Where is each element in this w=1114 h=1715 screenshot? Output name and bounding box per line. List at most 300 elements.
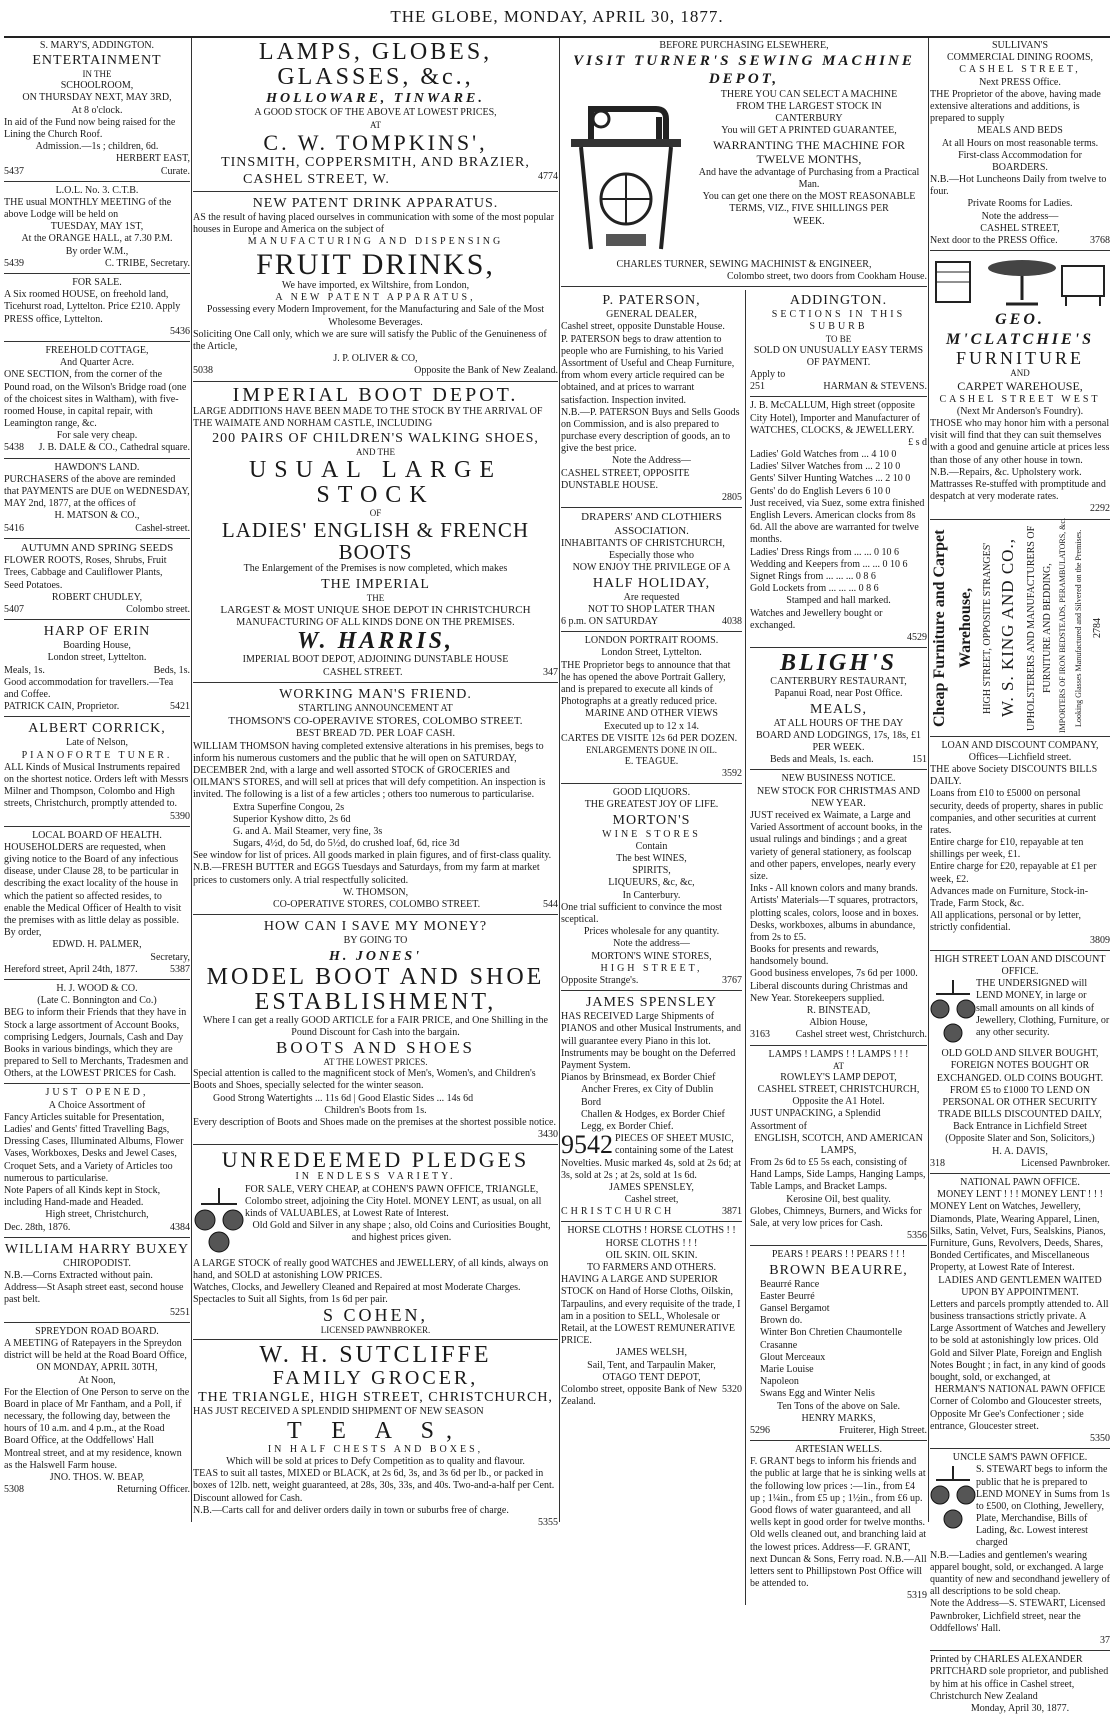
ad-subtitle: GENERAL DEALER, [606,309,697,321]
ad-role: LICENSED PAWNBROKER. [320,1325,431,1336]
ad-body: Just received, via Suez, some extra finished English Levers. American clocks from 8s 6d. All the above are warranted for twelve months. [750,497,925,546]
ad-line: Address—St Asaph street east, second house past belt. [4,1282,184,1306]
list-item: Legg, ex Border Chief. [581,1120,674,1132]
ad-line: ON THURSDAY NEXT, MAY 3RD, [22,92,172,104]
ad-freehold [4,345,190,455]
ad-number: 251 [750,381,765,393]
ad-body: Good accommodation for travellers.—Tea and Coffee. [4,676,174,700]
ad-working-man [193,686,558,911]
list-item: Brown do. [760,1315,803,1327]
ad-title: UNREDEEMED PLEDGES [221,1147,530,1173]
ad-line: BEST BREAD 7D. PER LOAF CASH. [295,728,455,740]
ad-line: Papanui Road, near Post Office. [774,688,903,700]
ad-line: Apply to [750,368,786,380]
ad-number: 5437 [4,165,24,177]
ad-line: And have the advantage of Purchasing from a Practical Man. [698,166,920,190]
column-rule [191,38,192,1522]
ad-cohen [193,1148,558,1336]
ad-title: P. PATERSON, [602,293,701,309]
ad-just-opened [4,1087,190,1233]
ad-line: NOW ENJOY THE PRIVILEGE OF A [572,562,731,574]
ad-heading: USUAL LARGE STOCK [248,456,503,509]
ad-subtitle: CHIROPODIST. [63,1257,131,1269]
ad-body: FLOWER ROOTS, Roses, Shrubs, Fruit Trees, Cabbage and Cauliflower Plants, [4,555,167,579]
ad-address: Colombo street. [126,603,190,615]
ad-number: 2292 [1090,503,1110,515]
ad-title: FOR SALE. [72,277,122,289]
list-item: Crasanne [760,1339,798,1351]
ad-body: A MEETING of Ratepayers in the Spreydon district will be held at the Road Board Office, [4,1337,187,1362]
ad-body: ALL Kinds of Musical Instruments repaired on the shortest notice. Orders left with Messrs Milner and Thompson, Colombo and High streets, Christchurch, promptly attended to. [4,761,189,810]
ad-line: MANUFACTURING OF ALL KINDS DONE ON THE PREMISES. [236,617,515,628]
ad-line: LADIES AND GENTLEMEN WAITED UPON BY APPOINTMENT. [938,1274,1102,1298]
ad-vertical-line: Looking Glasses Manufactured and Silvered on the Premises. [1074,528,1083,727]
ad-body: N.B.—Ladies and gentlemen's wearing apparel bought, sold, or exchanged. A large quantity of new and secondhand jewellery of all descriptions to be sold cheap. [930,1549,1110,1598]
ad-name: MORTON'S [612,812,691,828]
ad-number: 2784 [1092,617,1103,638]
ad-subtitle: HOLLOWARE, TINWARE. [266,91,485,107]
ad-body: N.B.—Repairs, &c. Upholstery work. Mattrasses Re-stuffed with promptitude and despatch at very moderate rates. [930,466,1106,503]
ad-line: TUESDAY, MAY 1ST, [50,221,144,233]
ad-number: 5319 [907,1590,927,1602]
ad-number: 5350 [1090,1432,1110,1444]
ad-for-sale [4,277,190,338]
ad-line: MANUFACTURING AND DISPENSING [247,236,504,248]
ad-line: Albion House, [809,1017,868,1029]
ad-subtitle: FURNITURE [955,348,1084,369]
ad-pears [750,1249,927,1437]
list-item: Winter Bon Chretien Chaumontelle [760,1327,903,1339]
ad-signature: CHARLES TURNER, SEWING MACHINIST & ENGINEER, [616,258,872,270]
ad-line: Next PRESS Office. [979,76,1061,88]
ad-sutcliffe [193,1343,558,1529]
list-item: Children's Boots from 1s. [324,1104,427,1116]
ad-line: N.B.—Corns Extracted without pain. [4,1270,153,1281]
ad-line: WEEK. [793,215,825,227]
ad-line: The best WINES, [616,853,687,865]
ad-address: Cashel street west, Christchurch. [795,1029,927,1041]
ad-number: 5387 [170,963,190,975]
ad-body: In aid of the Fund now being raised for the Lining the Church Roof. [4,116,176,140]
ad-body: AS the result of having placed ourselves in communication with some of the most popular houses in Europe and America on the subject of [193,211,555,236]
ad-title: VISIT TURNER'S SEWING MACHINE DEPOT, [573,53,915,88]
ad-vertical-line: HIGH STREET, OPPOSITE STRANGES' [982,542,993,714]
ad-subtitle: A Choice Assortment of [48,1099,146,1111]
ad-line: CASHEL STREET. [323,666,403,678]
ad-body: For the Election of One Person to serve on the Board in place of Mr Fantham, and a Poll, if necessary, the following day, between the hours of 10 a.m. and 4 p.m., at the Road Board Office, at the Oddfellows' Hall Montreal street, and at my residence, known as the Halswell Farm house. [4,1386,190,1471]
ad-line: CANTERBURY [775,113,843,125]
ad-line: Entire charge for £20, repayable at £1 per week, £2. [930,861,1097,885]
ad-body: JUST UNPACKING, a Splendid Assortment of [750,1108,881,1132]
ad-title: LAMPS, GLOBES, GLASSES, &c., [258,39,493,91]
ad-body: HOUSEHOLDERS are requested, when giving notice to the Board of any infectious disease, under Clause 28, to be particular in describing the exact locality of the house in which the patient so affected resides, to enable the Medical Officer of Health to visit the premises with as little delay as possible. [4,841,182,927]
ad-line: One trial sufficient to convince the most sceptical. [561,901,722,926]
ad-body: WILLIAM THOMSON having completed extensive alterations in his premises, begs to inform his numerous customers and the public that he will open on SATURDAY, DECEMBER 2nd, with a large and well assorted STOCK of GROCERIES and OILMAN'S STORES, and will sell at prices that will defy competition. An inspection is invited. The following is a list of a few articles ; others too numerous to particularise. [193,740,546,801]
ad-seeds [4,542,190,616]
ad-drapers [561,511,742,628]
masthead: THE GLOBE, MONDAY, APRIL 30, 1877. [390,7,724,26]
ad-title: DRAPERS' AND CLOTHIERS ASSOCIATION. [581,511,722,537]
ad-line: FROM THE LARGEST STOCK IN [736,100,882,112]
ad-line: Secretary, [150,951,190,963]
ad-line: AND THE [355,446,396,457]
ad-line: Note the address— [981,210,1059,222]
ad-line: CARTES DE VISITE 12s 6d PER DOZEN. [561,732,738,744]
ad-st-marys [4,40,190,178]
ad-vertical-line: W. S. KING AND CO., [998,538,1017,718]
ad-line: You can get one there on the MOST REASONABLE [702,191,916,203]
ad-signature: J. P. OLIVER & CO, [333,353,418,365]
ad-title: ARTESIAN WELLS. [795,1444,882,1456]
ad-title: BLIGH'S [779,650,898,677]
ad-line: CARPET WAREHOUSE, [957,379,1083,394]
table-row: Ladies' Gold Watches from ... 4 10 0 [750,449,897,461]
ad-line: In Canterbury. [622,889,681,901]
ad-signature: EDWD. H. PALMER, [52,939,142,951]
ad-signature: HERBERT EAST, [115,153,190,165]
ad-title: NATIONAL PAWN OFFICE. [960,1177,1080,1189]
ad-body: Inks - All known colors and many brands. Artists' Materials—T squares, protractors, plotting scales, colors, loose and in boxes. Desks, workboxes, albums in abundance, from 2s to £5. [750,883,919,943]
ad-body: P. PATERSON begs to draw attention to people who are Furnishing, to his Varied Assortment of Useful and Cheap Furniture, from whom every article required can be obtained, and at prices to warrant satisfaction. Inspection invited. [561,333,735,406]
ad-line: Next door to the PRESS Office. [930,235,1058,246]
ad-line: ROWLEY'S LAMP DEPOT, [780,1071,897,1083]
ad-spreydon [4,1326,190,1497]
ad-line: At Noon, [78,1374,116,1386]
ad-line: Prices wholesale for any quantity. [583,926,720,938]
ad-corrick [4,720,190,822]
ad-line: FROM £5 to £1000 TO LEND ON PERSONAL OR OTHER SECURITY [942,1084,1098,1108]
ad-subtitle: NEW STOCK FOR CHRISTMAS AND NEW YEAR. [757,785,920,809]
ad-line: Possessing every Modern Improvement, for the Manufacturing and Sale of the Most Wholesome Beverages. [206,304,545,328]
column-rule [559,38,560,1522]
ad-line: London street, Lyttelton. [47,652,147,664]
ad-title: FREEHOLD COTTAGE, [45,344,149,356]
ad-line: MEALS, [810,701,867,717]
list-item: Napoleon [760,1376,799,1388]
ad-line: THE [366,592,385,603]
ad-line: (Opposite Slater and Son, Solicitors,) [945,1133,1095,1145]
ad-body: THE Proprietor begs to announce that that he has opened the above Portrait Gallery, and is prepared to execute all kinds of Photographs at a greatly reduced price. [561,659,731,708]
ad-vertical-line: Cheap Furniture and Carpet [931,528,948,727]
ad-title: LOCAL BOARD OF HEALTH. [32,829,162,841]
ad-line: Beds and Meals, 1s. each. [770,754,874,766]
ad-number: 151 [912,754,927,766]
ad-line: THOMSON'S CO-OPERAVIVE STORES, COLOMBO STREET. [228,715,523,728]
ad-signature: ROBERT CHUDLEY, [51,591,143,603]
table-row: Gents' do do English Levers 6 10 0 [750,485,891,497]
ad-subtitle: (Late C. Bonnington and Co.) [37,995,157,1007]
ad-line: CASHEL STREET WEST [939,393,1101,405]
ad-title: GEO. M'CLATCHIE'S [945,311,1095,348]
ad-line: CASHEL STREET, CHRISTCHURCH, [757,1083,920,1095]
ad-number: 4529 [907,631,927,643]
sewing-machine-icon [561,89,691,259]
ad-number: 5251 [170,1306,190,1318]
ad-line: BY GOING TO [343,935,408,947]
ad-spensley [561,994,742,1218]
ad-line: PIANOFORTE TUNER. [21,749,173,761]
ad-line: Private Rooms for Ladies. [967,198,1073,210]
ad-subtitle: CANTERBURY RESTAURANT, [770,676,907,688]
ad-artesian-wells [750,1444,927,1602]
ad-line: MEALS AND BEDS [977,125,1063,137]
ad-line: MONEY LENT ! ! ! MONEY LENT ! ! ! [937,1189,1103,1201]
ad-line: ON MONDAY, APRIL 30TH, [36,1362,158,1374]
ad-body: HAS RECEIVED Large Shipments of PIANOS and other Musical Instruments, and will guarantee every Piano in this lot. Instruments may be bought on the Deferred Payment System. [561,1011,741,1071]
ad-loan-discount [930,740,1110,947]
ad-number: 4774 [538,170,558,182]
ad-address: Cashel-street. [135,522,190,534]
ad-line: (Next Mr Anderson's Foundry). [956,405,1084,417]
ad-line: Books for presents and rewards, handsomely bound. [750,944,879,968]
ad-line: Where I can get a really GOOD ARTICLE for a FAIR PRICE, and One Shilling in the Pound Discount for Cash into the bargain. [203,1014,548,1039]
furniture-illustration-icon [932,254,1108,308]
table-row: Ladies' Silver Watches from ... 2 10 0 [750,461,901,473]
ad-line: Liberal discounts during Christmas and New Year. Storekeepers supplied. [750,980,908,1004]
ad-body: TEAS to suit all tastes, MIXED or BLACK, at 2s 6d, 3s, and 3s 6d per lb., or packed in boxes of 12lb. nett, weight guaranteed, at 28s, 30s, 33s, and 40s. Two-and-a-half per Cent. Discount allowed for Cash. [193,1468,555,1504]
ad-body: F. GRANT begs to inform his friends and the public at large that he is sinking wells at the following low prices :—1in., from £4 up ; 1¼in., from £5 up ; 1½in., from £6 up. Good flows of water guaranteed, and all wells kept in good order for twelve months. Old wells cleaned out, and branching laid at the lowest prices. Address—F. GRANT, next Duncan & Sons, Ferry road. N.B.—All letters sent to Phillipstown Post Office will be attended to. [750,1456,927,1590]
ad-line: Good business envelopes, 7s 6d per 1000. [750,968,918,980]
ad-line: SOLD ON UNUSUALLY EASY TERMS OF PAYMENT. [753,344,924,368]
ad-number: 5439 [4,257,24,269]
ad-line: Stamped and hall marked. [786,595,891,607]
ad-line: OIL SKIN. OIL SKIN. [605,1249,698,1261]
ad-high-street-loan [930,954,1110,1170]
ad-national-pawn [930,1177,1110,1445]
pawnbroker-balls-icon [930,1464,976,1534]
ad-line: TINSMITH, COPPERSMITH, AND BRAZIER, [221,154,530,170]
ad-line: The Enlargement of the Premises is now completed, which makes [243,563,508,575]
ad-line: SCHOOLROOM, [60,80,134,92]
column-3b [750,290,927,1604]
ad-number: 4038 [722,616,742,628]
ad-heading: BOOTS AND SHOES [276,1038,475,1058]
ad-line: NOT TO SHOP LATER THAN [587,603,716,615]
ad-signature: W. THOMSON, [342,886,409,898]
ad-signature: E. TEAGUE. [624,755,679,767]
list-item: Glout Merceaux [760,1351,826,1363]
ad-body: N.B.—P. PATERSON Buys and Sells Goods on Commission, and is also prepared to purchase every description of goods, an to give the best price. [561,406,740,455]
ad-body: SECTIONS IN THIS SUBURB [771,309,906,333]
ad-body: THE usual MONTHLY MEETING of the above Lodge will be held on [4,196,172,221]
ad-number: 3592 [722,768,742,780]
ad-line: WARRANTING THE MACHINE FOR [712,137,906,152]
ad-title: NEW BUSINESS NOTICE. [781,773,896,785]
ad-line: Contain [635,840,668,852]
ad-heading: ENTERTAINMENT [32,53,162,69]
table-row: Gents' Silver Hunting Watches ... 2 10 0 [750,473,911,485]
ad-number: 5320 [722,1383,742,1395]
ad-signature: R. BINSTEAD, [806,1005,871,1017]
ad-date: Hereford street, April 24th, 1877. [4,963,138,975]
ad-name: H. JONES' [328,948,423,964]
column-1 [4,38,190,1522]
ad-binstead [750,773,927,1041]
ad-heading: T E A S, [287,1417,464,1444]
table-row: Gold Lockets from ... ... ... 0 8 6 [750,583,879,595]
ad-line: Note the Address—S. STEWART, Licensed Pawnbroker, Lichfield street, near the Oddfellows' Hall. [930,1598,1106,1634]
ad-king [930,517,1110,733]
ad-number: 347 [543,666,558,678]
ad-line: AT [370,119,381,130]
ad-line: TERMS, VIZ., FIVE SHILLINGS PER [729,203,889,215]
ad-title: WILLIAM HARRY BUXEY [4,1241,190,1257]
ad-body: HAVING A LARGE AND SUPERIOR STOCK on Hand of Horse Cloths, Oilskin, Tarpaulins, and every requisite of the trade, I am in a position to SELL, Wholesale or Retail, at the LOWEST REMUNERATIVE PRICE. [561,1274,741,1347]
ad-line: ENLARGEMENTS DONE IN OIL. [586,744,717,755]
ad-line: OLD GOLD AND SILVER BOUGHT, FOREIGN NOTES BOUGHT OR EXCHANGED. OLD COINS BOUGHT. [936,1048,1104,1084]
ad-number: 3809 [1090,934,1110,946]
ad-body: Fancy Articles suitable for Presentation, Ladies' and Gents' fitted Travelling Bags, Dressing Cases, Illuminated Albums, Flower Vases, Workboxes, Desks and Jewel Cases, Croquet Sets, and a Variety of Articles too numerous to particularise. [4,1111,184,1184]
ad-signature: JAMES WELSH, [616,1347,687,1359]
ad-number: 5407 [4,603,24,615]
ad-title: H. J. WOOD & CO. [56,982,138,994]
ad-line: Are requested [623,591,680,603]
ad-line: Every description of Boots and Shoes made on the premises at the shortest possible notice. [193,1116,556,1128]
ad-name: W. HARRIS, [297,628,454,655]
column-rule [928,38,929,1522]
ad-signature: HARMAN & STEVENS. [823,381,927,393]
ad-number: 3767 [722,974,742,986]
ad-heading: MODEL BOOT AND SHOE ESTABLISHMENT, [206,963,545,1015]
ad-turner [561,40,927,283]
ad-body: Letters and parcels promptly attended to. All business transactions strictly private. A Large Assortment of Watches and Jewellery to be sold at astonishingly low prices. Old Gold and Silver Plate, Foreign and English Notes Bought ; in fact, in any kind of goods bought, sold, or exchanged, at [930,1298,1109,1384]
ad-title: HOW CAN I SAVE MY MONEY? [263,919,488,935]
ad-line: N.B.—FRESH BUTTER and EGGS Tuesdays and Saturdays, from my farm at market prices to customers only. A trial respectfully solicited. [193,862,540,886]
ad-number: 5438 [4,442,24,454]
ad-body: THE UNDERSIGNED will LEND MONEY, in large or small amounts on all kinds of Jewellery, Clothing, Furniture, or any other security. [976,978,1110,1038]
ad-number: 5416 [4,522,24,534]
list-item: Pianos by Brinsmead, ex Border Chief [561,1072,716,1084]
ad-number: 3871 [722,1206,742,1218]
ad-address: Opposite the Bank of New Zealand. [414,365,558,377]
ad-vertical-line: IMPORTERS OF IRON BEDSTEADS, PERAMBULATORS, &c. [1058,517,1067,733]
ad-line: Entire charge for £10, repayable at ten shillings per week, £1. [930,837,1084,861]
ad-harp-of-erin [4,623,190,713]
ad-body: THOSE who may honor him with a personal visit will find that they can suit themselves with a good and genuine article at prices less than those of any other house in town. [930,418,1110,466]
ad-line: OF [369,508,382,519]
ad-line: A LARGE STOCK of really good WATCHES and JEWELLERY, of all kinds, always on hand, and SOLD at astonishing LOW PRICES. [193,1257,549,1281]
list-item: Challen & Hodges, ex Border Chief [581,1108,725,1120]
ad-line: AT ALL HOURS OF THE DAY [773,717,904,729]
ad-jones [193,918,558,1141]
ad-number: 5308 [4,1484,24,1496]
pawnbroker-balls-icon [930,978,976,1048]
ad-number: 3430 [538,1129,558,1141]
ad-tompkins [193,40,558,188]
list-item: Sugars, 4½d, do 5d, do 5½d, do crushed loaf, 6d, rice 3d [233,838,460,850]
ad-signature: C. TRIBE, Secretary. [105,257,190,269]
ad-signature: JAMES SPENSLEY, [609,1181,694,1193]
ad-body: Soliciting One Call only, which we are sure will satisfy the Public of the Genuineness of the Article, [193,328,547,352]
list-item: Easter Beurré [760,1290,815,1302]
ad-line: 200 PAIRS OF CHILDREN'S WALKING SHOES, [212,430,539,446]
list-item: Marie Louise [760,1363,814,1375]
ad-body: J. B. McCALLUM, High street (opposite City Hotel), Importer and Manufacturer of [750,400,920,424]
ad-uncle-sam [930,1452,1110,1647]
ad-line: THE TRIANGLE, HIGH STREET, CHRISTCHURCH, [198,1390,553,1406]
imprint-line: Printed by CHARLES ALEXANDER PRITCHARD sole proprietor, and published by him at his office in Cashel street, Christchurch New Zealand [930,1654,1109,1702]
ad-morton [561,787,742,987]
ad-address: Fruiterer, High Street. [839,1424,927,1436]
ad-mclatchie [930,254,1110,515]
ad-line: WINE STORES [602,828,701,840]
table-row: Signet Rings from ... ... ... 0 8 6 [750,570,876,582]
ad-line: HALF HOLIDAY, [592,575,711,591]
ad-line: TO FARMERS AND OTHERS. [586,1262,717,1273]
ad-line: LIQUEURS, &c, &c, [608,877,695,889]
ad-body: JUST received ex Waimate, a Large and Varied Assortment of account books, in the usual rulings and bindings ; and a great variety of general stationery, as foolscap and other papers, envelopes, nearly every size. [750,810,923,882]
ad-line: BOARD AND LODGINGS, 17s, 18s, £1 PER WEEK. [755,729,921,754]
ad-line: Beds, 1s. [153,664,190,676]
list-item: Beaurré Rance [760,1278,820,1290]
ad-paterson [561,292,742,504]
ad-body: MONEY Lent on Watches, Jewellery, Diamonds, Plate, Wearing Apparel, Linen, Silks, Satin, Velvet, Furs, Sealskins, Pianos, Furniture, Guns, Revolvers, Deeds, Shares, Bonded Certificates, and Miscellaneous Property, at Lowest Rate of Interest. [930,1201,1106,1274]
ad-signature: JNO. THOS. W. BEAP, [49,1472,145,1483]
ad-signature: H. A. DAVIS, [992,1145,1048,1157]
ad-line: Especially those who [609,550,694,562]
ad-date: Dec. 28th, 1876. [4,1221,71,1233]
ad-title: LOAN AND DISCOUNT COMPANY, [941,739,1099,751]
ad-address: CO-OPERATIVE STORES, COLOMBO STREET. [273,899,481,911]
list-item: Good Strong Watertights ... 11s 6d | Good Elastic Sides ... 14s 6d [213,1092,474,1104]
ad-line: We have imported, ex Wiltshire, from London, [281,280,470,291]
ad-heading: LADIES' ENGLISH & FRENCH BOOTS [221,518,530,565]
ad-line: LARGEST & MOST UNIQUE SHOE DEPOT IN CHRISTCHURCH [220,603,531,616]
ad-signature: PATRICK CAIN, Proprietor. [4,701,120,713]
list-item: Bord [581,1096,601,1108]
ad-wood [4,983,190,1081]
ad-line: Globes, Chimneys, Burners, and Wicks for Sale, at very low prices for Cash. [750,1205,922,1229]
ad-number: 5356 [907,1230,927,1242]
ad-line: Note Papers of all Kinds kept in Stock, including Hand-made and Headed. [4,1184,161,1209]
ad-title: W. H. SUTCLIFFE [259,1342,492,1369]
ad-welsh [561,1225,742,1408]
ad-name: C. W. TOMPKINS', [263,129,488,155]
ad-line: Opposite the A1 Hotel. [792,1096,885,1108]
list-item: G. and A. Mail Steamer, very fine, 3s [233,825,383,837]
ad-line: WATCHES, CLOCKS, & JEWELLERY. [750,424,915,436]
ad-title: LONDON PORTRAIT ROOMS. [584,635,719,647]
ad-number: 5436 [170,325,190,337]
ad-title: SPREYDON ROAD BOARD. [35,1325,159,1337]
ad-line: By order W.M., [65,245,129,257]
ad-body: LARGE ADDITIONS HAVE BEEN MADE TO THE STOCK BY THE ARRIVAL OF THE WAIMATE AND NORHAM CASTLE, INCLUDING [193,405,543,429]
ad-line: High street, Christchurch, [45,1209,149,1221]
ad-line: Old Gold and Silver in any shape ; also, old Coins and Curiosities Bought, and highest prices given. [252,1220,551,1244]
ad-line: ENGLISH, SCOTCH, AND AMERICAN LAMPS, [754,1132,923,1156]
ad-number: 3163 [750,1029,770,1041]
ad-signature: H. MATSON & CO., [54,510,140,522]
ad-line: Watches, Clocks, and Jewellery Cleaned and Repaired at most Moderate Charges. Spectacles to Suit all Sights, from 1s 6d per pair. [193,1281,521,1306]
ad-line: See window for list of prices. All goods marked in plain figures, and of first-class quality. [193,850,552,862]
ad-body: PIECES OF SHEET MUSIC, containing some of the Latest Novelties. Music marked 4s, sold at 2s 6d; at 3s, sold at 2s ; at 2s, sold at 1s 6d. [561,1133,741,1181]
ad-title: PEARS ! PEARS ! ! PEARS ! ! ! [771,1249,906,1261]
ad-line: At all Hours on most reasonable terms. [941,137,1099,149]
ad-title: GOOD LIQUORS. [612,787,691,799]
table-row: Ladies' Dress Rings from ... ... 0 10 6 [750,546,900,558]
ad-name: BROWN BEAURRE, [769,1262,908,1278]
ad-line: Late of Nelson, [66,737,128,749]
list-item: Gansel Bergamot [760,1303,830,1315]
column-4 [930,38,1110,1714]
ad-line: IN HALF CHESTS AND BOXES, [267,1443,484,1455]
ad-line: AT [833,1060,844,1071]
ad-title: UNCLE SAM'S PAWN OFFICE. [952,1452,1088,1464]
ad-name: S COHEN, [322,1305,428,1326]
ad-line: You will GET A PRINTED GUARANTEE, [721,125,897,137]
ad-portrait-rooms [561,635,742,780]
ad-title: JUST OPENED, [45,1087,149,1099]
